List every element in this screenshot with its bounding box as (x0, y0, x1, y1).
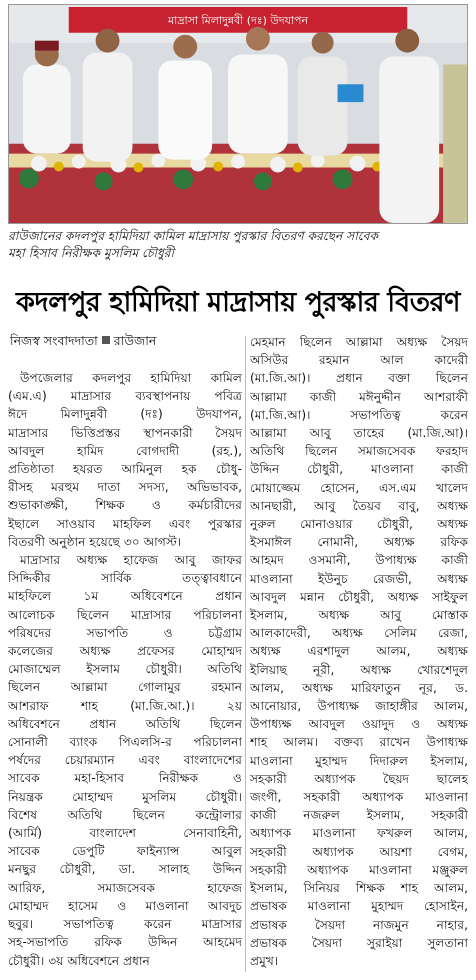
article-line: মোজাম্মেল ইসলাম চৌধুরী। অতিথি (8, 662, 242, 677)
article-line: নিয়ন্ত্রক মোহাম্মদ মুসলিম চৌধুরী। (8, 789, 242, 804)
article-line: পর্ষদের চেয়ারম্যান এবং বাংলাদেশের (8, 753, 242, 768)
article-line: অসিউর রহমান আল কাদেরী (250, 353, 468, 368)
article-line: সিদ্দিকীর সার্বিক তত্ত্বাবধানে (8, 571, 242, 586)
article-line: আলম, অধ্যক্ষ মারিফাতুন নূর, ড. (250, 680, 468, 695)
byline-place: রাউজান (113, 333, 157, 348)
article-line: সহকারী অধ্যাপক আয়শা বেগম, (250, 844, 468, 859)
article-line: প্রতিষ্ঠাতা হযরত আমিনুল হক চৌধু- (8, 462, 242, 477)
article-line: মাহফিলে ১ম অধিবেশনে প্রধান (8, 589, 242, 604)
article-line: প্রমুখ। (250, 953, 279, 968)
byline (10, 332, 156, 350)
article-line: শাহ আলম। বক্তব্য রাখেন উপাধ্যক্ষ (250, 735, 468, 750)
article-line: ইসলাম, সিনিয়র শিক্ষক শাহ আলম, (250, 881, 468, 896)
article-line: মেহমান ছিলেন আল্লামা অধ্যক্ষ সৈয়দ (250, 335, 468, 349)
article-line: রীসহ মরহুম দাতা সদস্য, অভিভাবক, (8, 480, 242, 495)
article-line: অধ্যাপক মাওলানা ফখরুল আলম, (250, 826, 468, 841)
article-line: আলোচক ছিলেন মাদ্রাসার পরিচালনা (8, 607, 242, 622)
article-line: সোনালী ব্যাংক পিএলসি-র পরিচালনা (8, 735, 242, 750)
photo-banner-text: মাদ্রাসা মিলাদুন্নবী (দঃ) উদযাপন (168, 13, 308, 27)
headline: কদলপুর হামিদিয়া মাদ্রাসায় পুরস্কার বিতরণ (15, 287, 460, 318)
article-line: উপাধ্যক্ষ আবদুল ওয়াদুদ ও অধ্যক্ষ (250, 717, 468, 732)
article-line: (মা.জি.আ)। সভাপতিত্ব করেন (250, 407, 468, 422)
article-line: ইছালে সাওয়াব মাহফিল এবং পুরস্কার (8, 516, 242, 531)
article-line: ইলিয়াছ নূরী, অধ্যক্ষ খোরশেদুল (250, 662, 468, 677)
article-line: বিশেষ অতিথি ছিলেন কন্ট্রোলার (8, 807, 242, 822)
article-line: মাদ্রাসার ভিত্তিপ্রস্তর স্থাপনকারী সৈয়দ (8, 425, 242, 440)
article-line: অধ্যক্ষ এরশাদুল আলম, অধ্যক্ষ (250, 644, 468, 659)
article-line: আবদুল মন্নান চৌধুরী, অধ্যক্ষ সাইফুল (250, 589, 468, 604)
article-line: মনছুর চৌধুরী, ডা. সালাহ উদ্দিন (8, 862, 242, 877)
article-line: ঈদে মিলাদুন্নবী (দঃ) উদযাপন, (8, 407, 242, 422)
article-line: আলকাদেরী, অধ্যক্ষ সেলিম রেজা, (250, 626, 468, 641)
article-line: আশরাফ শাহ (মা.জি.আ.)। ২য় (8, 698, 242, 713)
article-line: কলেজের অধ্যক্ষ প্রফেসর মোহাম্মদ (8, 644, 242, 659)
article-line: সহকারী অধ্যাপক মাওলানা মঞ্জুরুল (250, 862, 468, 877)
caption-line: মহা হিসাব নিরীক্ষক মুসলিম চৌধুরী (8, 246, 174, 260)
photo-caption (8, 228, 468, 262)
article-line: অতিথি ছিলেন সমাজসেবক ফরহাদ (250, 444, 468, 459)
article-line: সাবেক ডেপুটি ফাইন্যান্স আবুল (8, 844, 242, 859)
caption-line: রাউজানের কদলপুর হামিদিয়া কামিল মাদ্রাসায় পুরস্কার বিতরণ করছেন সাবেক (8, 229, 378, 243)
article-line: চৌধুরী। ৩য় অধিবেশনে প্রধান (8, 953, 150, 968)
article-line: আল্লামা আবু তাহের (মা.জি.আ)। (250, 426, 468, 441)
article-line: মাওলানা মুহাম্মদ দিদারুল ইসলাম, (250, 753, 468, 768)
article-line: (মা.জি.আ)। প্রধান বক্তা ছিলেন (250, 371, 468, 386)
photo-illustration (9, 5, 467, 223)
article-line: ইসমাঈল নোমানী, অধ্যক্ষ রফিক (250, 535, 468, 550)
article-line: মাওলানা ইউনুচ রেজভী, অধ্যক্ষ (250, 571, 468, 586)
byline-separator-icon (102, 336, 110, 344)
article-column-right (250, 333, 468, 970)
article-line: সহকারী অধ্যাপক ছৈয়দ ছালেহ (250, 771, 468, 786)
article-line: আবদুল হামিদ বোগদাদী (রহ.), (8, 443, 242, 458)
article-line: (এম.এ) মাদ্রাসার ব্যবস্থাপনায় পবিত্র (8, 389, 242, 404)
article-line: সহ-সভাপতি রফিক উদ্দিন আহমেদ (8, 935, 242, 950)
byline-reporter: নিজস্ব সংবাদদাতা (10, 333, 98, 348)
article-line: বিতরণী অনুষ্ঠান হয়েছে ৩০ আগস্ট। (8, 534, 182, 549)
article-line: প্রভাষক সৈয়দা সুরাইয়া সুলতানা (250, 935, 468, 950)
article-line: মাদ্রাসার অধ্যক্ষ হাফেজ আবু জাফর (20, 553, 242, 568)
article-line: ইসলাম, অধ্যক্ষ আবু মোস্তাক (250, 608, 468, 623)
article-line: কাজী নজরুল ইসলাম, সহকারী (250, 808, 468, 823)
article-line: আনছারী, আবু তৈয়ব বাবু, অধ্যক্ষ (250, 498, 468, 513)
article-line: জংগী, সহকারী অধ্যাপক মাওলানা (250, 790, 468, 805)
article-line: আনোয়ার, উপাধ্যক্ষ জাহাঙ্গীর আলম, (250, 699, 468, 714)
article-line: অধিবেশনে প্রধান অতিথি ছিলেন (8, 716, 242, 731)
article-line: প্রভাষক মাওলানা মুহাম্মদ হোসাইন, (250, 899, 468, 914)
article-line: ছিলেন আল্লামা গোলামুর রহমান (8, 680, 242, 695)
article-line: সাবেক মহা-হিসাব নিরীক্ষক ও (8, 771, 242, 786)
article-line: উপজেলার কদলপুর হামিদিয়া কামিল (20, 371, 242, 385)
article-line: প্রভাষক সৈয়দা নাজমুন নাহার, (250, 917, 468, 932)
article-line: নুরুল মোনাওয়ার চৌধুরী, অধ্যক্ষ (250, 517, 468, 532)
article-line: (আর্মি) বাংলাদেশ সেনাবাহিনী, (8, 826, 242, 841)
article-line: ছবুর। সভাপতিত্ব করেন মাদ্রাসার (8, 917, 242, 932)
article-line: উদ্দিন চৌধুরী, মাওলানা কাজী (250, 462, 468, 477)
article-line: মোয়াজ্জেম হোসেন, এস.এম খালেদ (250, 480, 468, 495)
column-divider (245, 336, 246, 972)
news-photo (8, 4, 468, 224)
article-line: পরিষদের সভাপতি ও চট্টগ্রাম (8, 625, 242, 640)
article-column-left (8, 369, 242, 970)
article-line: মোহাম্মদ হাসেম ও মাওলানা আবদুচ (8, 898, 242, 913)
article-line: আহমদ ওসমানী, উপাধ্যক্ষ কাজী (250, 553, 468, 568)
article-line: আরিফ, সমাজসেবক হাফেজ (8, 880, 242, 895)
article-line: আল্লামা কাজী মঈনুদ্দীন আশরাফী (250, 389, 468, 404)
article-line: শুভাকাঙ্ক্ষী, শিক্ষক ও কর্মচারীদের (8, 498, 242, 513)
